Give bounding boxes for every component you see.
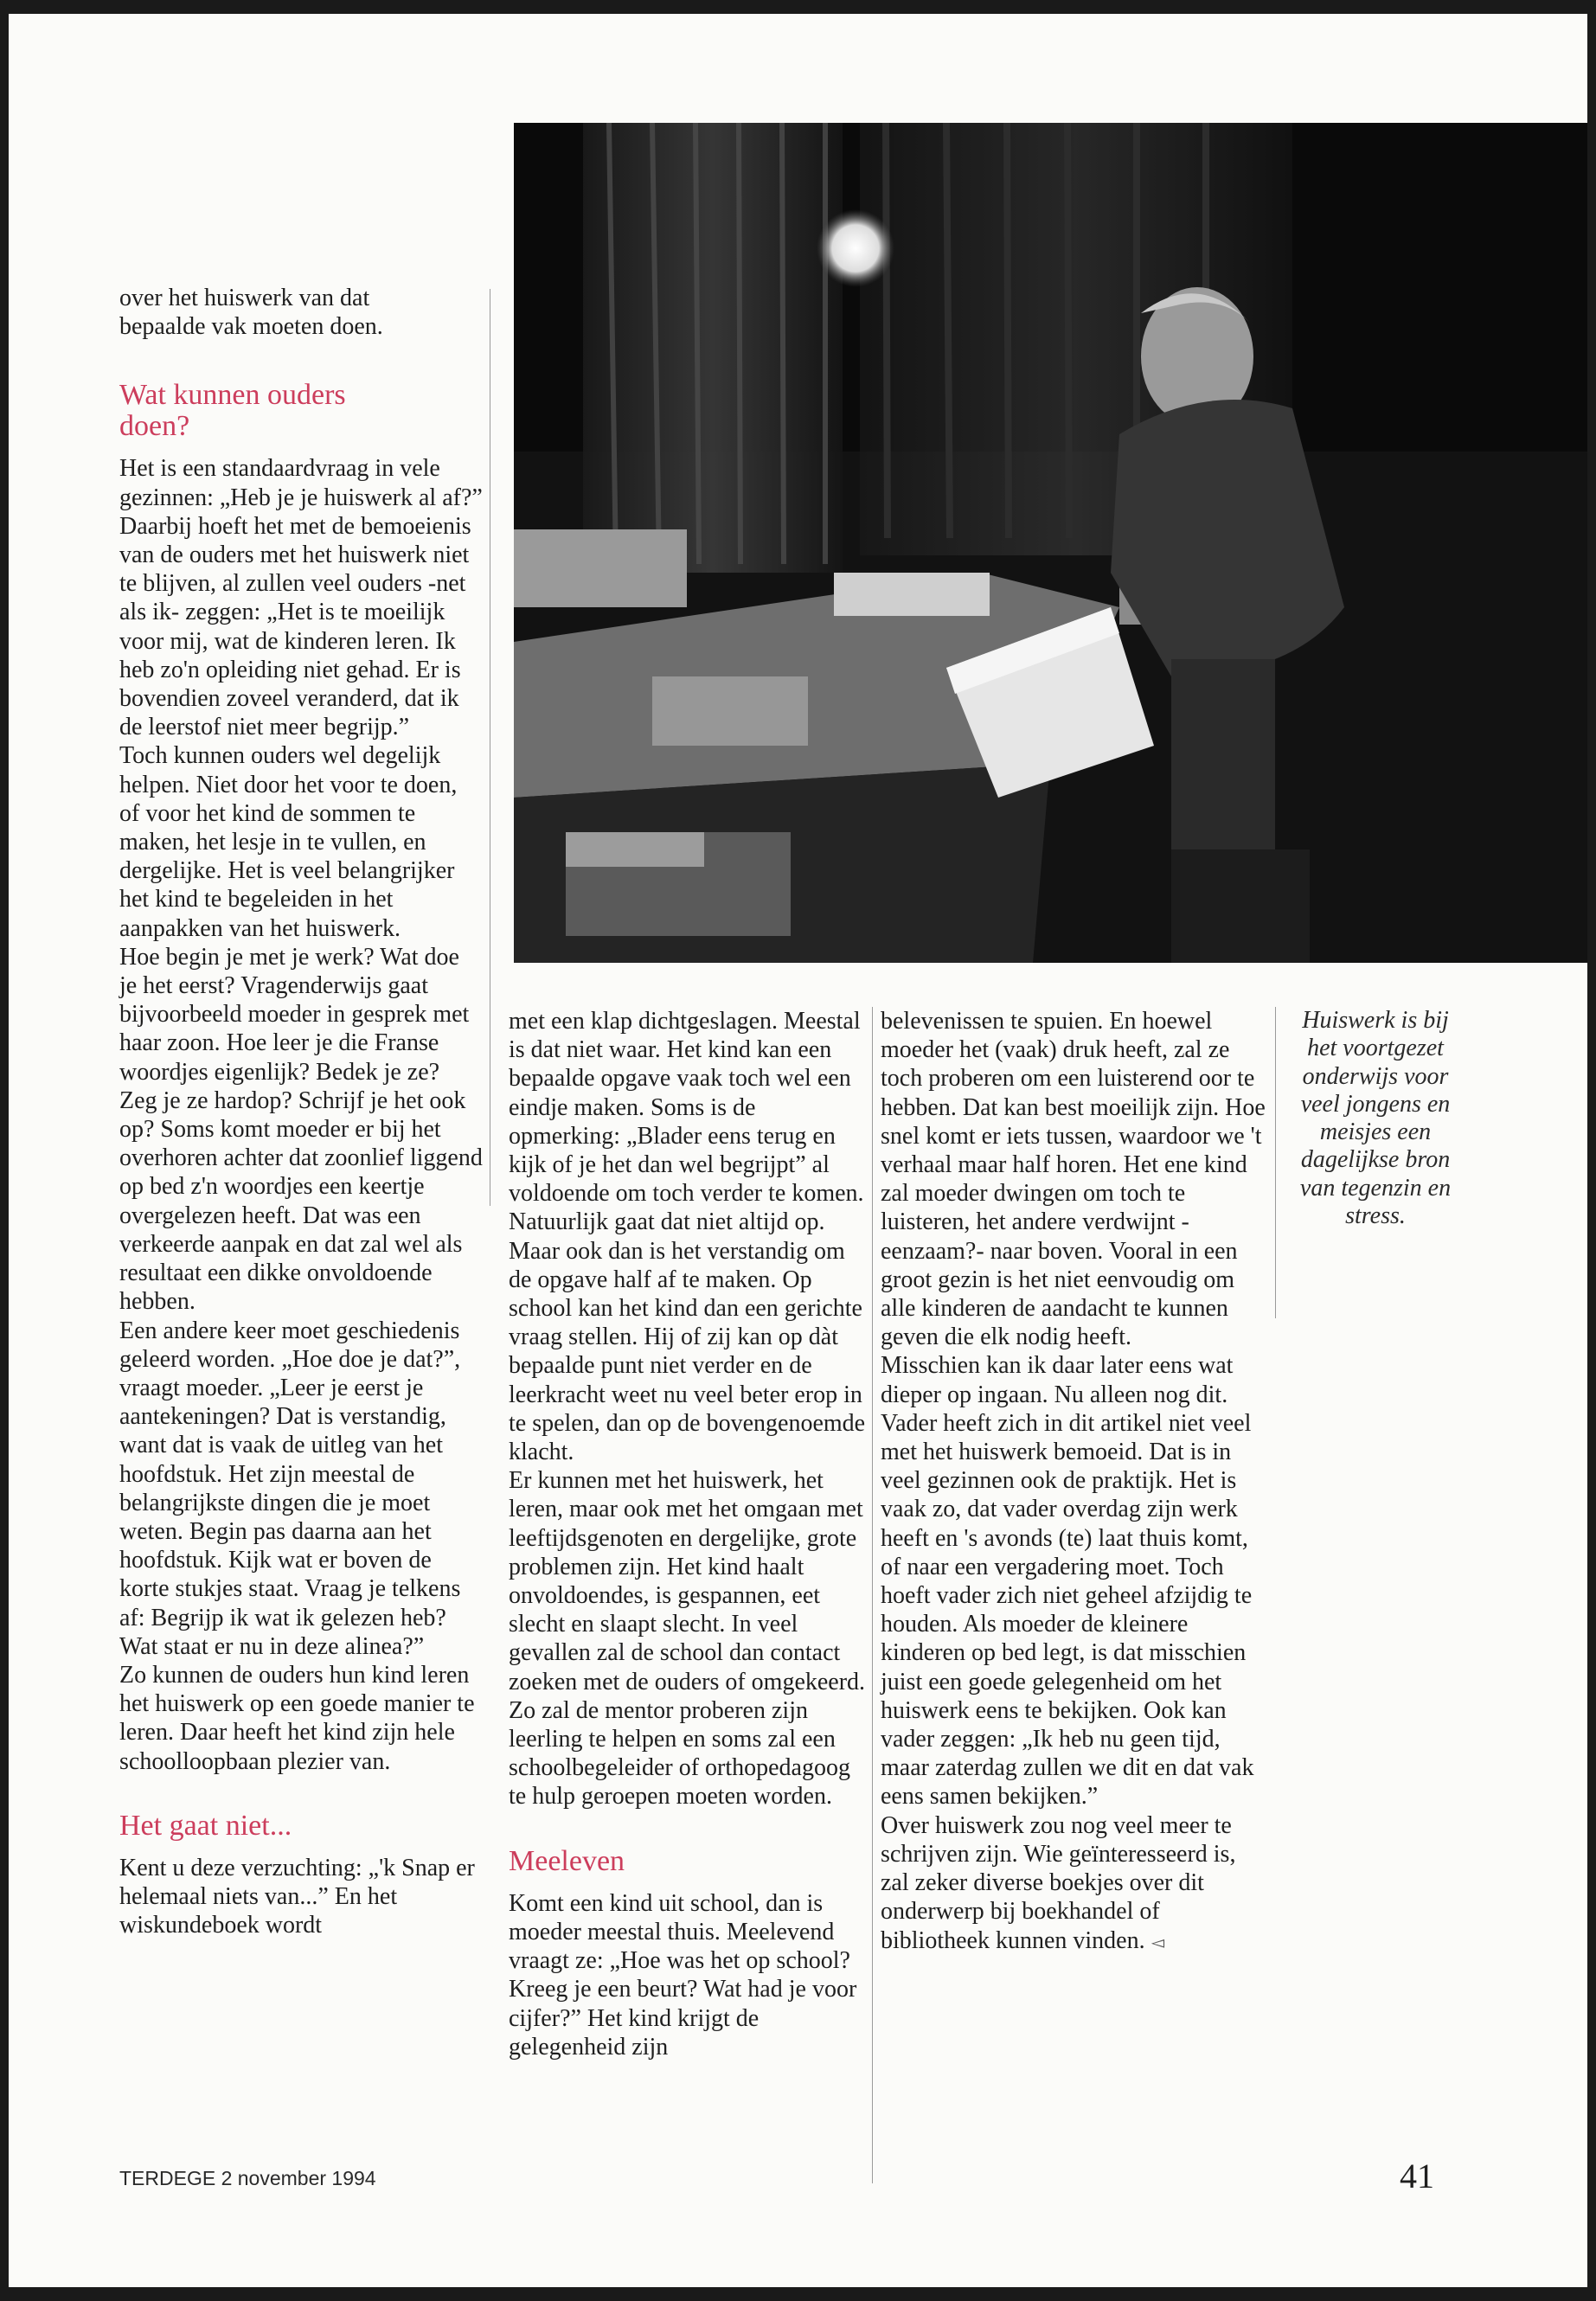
heading-het-gaat-niet: Het gaat niet... [119,1809,292,1842]
photo-caption: Huiswerk is bij het voortgezet onderwijs voor veel jongens en meisjes een dagelijkse bron van tegenzin en stress. [1299,1007,1452,1230]
column-1-intro: over het huiswerk van dat bepaalde vak moeten doen. [119,285,383,341]
column-1-paragraph: Toch kunnen ouders wel degelijk helpen. Niet door het voor te doen, of voor het kind de sommen te maken, het lesje in te vullen, en dergelijke. Het is veel belangrijker het kind te begeleiden in het aanpakken van het huiswerk. [119,742,458,942]
column-3-closing-text: Over huiswerk zou nog veel meer te schrijven zijn. Wie geïnteresseerd is, zal zeker diverse boekjes over dit onderwerp bij boekhandel of bibliotheek kunnen vinden. [881,1811,1236,1954]
heading-meeleven: Meeleven [509,1844,625,1877]
page-number: 41 [1400,2157,1434,2195]
column-1-paragraph: Het is een standaardvraag in vele gezinnen: „Heb je je huiswerk al af?” Daarbij hoeft het met de bemoeienis van de ouders met het huiswerk niet te blijven, al zullen veel ouders -net als ik- zeggen: „Het is te moeilijk voor mij, wat de kinderen leren. Ik heb zo'n opleiding niet gehad. Er is bovendien zoveel veranderd, dat ik de leerstof niet meer begrijp.” [119,455,483,741]
footer-publication: TERDEGE 2 november 1994 [119,2167,376,2189]
column-rule [872,1007,873,2183]
article-column-3 [881,1007,1270,1958]
heading-wat-kunnen-ouders-doen: Wat kunnen ouders doen? [119,379,346,443]
column-3-paragraph: belevenissen te spuien. En hoewel moeder het (vaak) druk heeft, zal ze toch proberen om een luisterend oor te hebben. Dat kan best moeilijk zijn. Hoe snel komt er iets tussen, waardoor we 't verhaal maar half horen. Het ene kind zal moeder dwingen om toch te luisteren, het andere verdwijnt -eenzaam?- naar boven. Vooral in een groot gezin is het niet eenvoudig om alle kinderen de aandacht te kunnen geven die elk nodig heeft. [881,1008,1266,1351]
column-1-paragraph: Hoe begin je met je werk? Wat doe je het eerst? Vragenderwijs gaat bijvoorbeeld moeder in gesprek met haar zoon. Hoe leer je die Franse woordjes eigenlijk? Bedek je ze? Zeg je ze hardop? Schrijf je het ook op? Soms komt moeder er bij het overhoren achter dat zoonlief liggend op bed z'n woordjes een keertje overgelezen heeft. Dat was een verkeerde aanpak en dat zal wel als resultaat een dikke onvoldoende hebben. [119,943,483,1316]
column-1-paragraph: Zo kunnen de ouders hun kind leren het huiswerk op een goede manier te leren. Daar heeft het kind zijn hele schoolloopbaan plezier van. [119,1661,475,1775]
column-2-paragraph: Er kunnen met het huiswerk, het leren, maar ook met het omgaan met leeftijdsgenoten en dergelijke, grote problemen zijn. Het kind haalt onvoldoendes, is gespannen, eet slecht en slaapt slecht. In veel gevallen zal de school dan contact zoeken met de ouders of omgekeerd. Zo zal de mentor proberen zijn leerling te helpen en soms zal een schoolbegeleider of orthopedagoog te hulp geroepen moeten worden. [509,1467,866,1811]
article-column-1 [119,284,483,1939]
column-1-paragraph: Kent u deze verzuchting: „'k Snap er helemaal niets van...” En het wiskundeboek wordt [119,1854,475,1939]
magazine-page [9,14,1587,2287]
photo-student-doing-homework [514,123,1587,963]
column-rule [1275,1007,1276,1318]
article-column-2 [509,1007,872,2061]
column-3-paragraph: Misschien kan ik daar later eens wat dieper op ingaan. Nu alleen nog dit. Vader heeft zich in dit artikel niet veel met het huiswerk bemoeid. Dat is in veel gezinnen ook de praktijk. Het is vaak zo, dat vader overdag zijn werk heeft en 's avonds (te) laat thuis komt, of naar een vergadering moet. Toch hoeft vader zich niet geheel afzijdig te houden. Als moeder de kleinere kinderen op bed legt, is dat misschien juist een goede gelegenheid om het huiswerk eens te bekijken. Ook kan vader zeggen: „Ik heb nu geen tijd, maar zaterdag zullen we dit en dat vak eens samen bekijken.” [881,1352,1254,1811]
column-3-paragraph [881,1811,1270,1958]
column-2-paragraph: Komt een kind uit school, dan is moeder meestal thuis. Meelevend vraagt ze: „Hoe was het op school? Kreeg je een beurt? Wat had je voor cijfer?” Het kind krijgt de gelegenheid zijn [509,1889,857,2061]
column-2-paragraph: met een klap dichtgeslagen. Meestal is dat niet waar. Het kind kan een bepaalde opgave vaak toch wel een eindje maken. Soms is de opmerking: „Blader eens terug en kijk of je het dan wel begrijpt” al voldoende om toch verder te komen. Natuurlijk gaat dat niet altijd op. Maar ook dan is het verstandig om de opgave half af te maken. Op school kan het kind dan een gerichte vraag stellen. Hij of zij kan op dàt bepaalde punt niet verder en de leerkracht weet nu veel beter erop in te spelen, dan op de bovengenoemde klacht. [509,1008,866,1466]
end-of-article-icon: ◅ [1151,1932,1164,1952]
column-1-paragraph: Een andere keer moet geschiedenis geleerd worden. „Hoe doe je dat?”, vraagt moeder. „Leer je eerst je aantekeningen? Dat is verstandig, want dat is vaak de uitleg van het hoofdstuk. Het zijn meestal de belangrijkste dingen die je moet weten. Begin pas daarna aan het hoofdstuk. Kijk wat er boven de korte stukjes staat. Vraag je telkens af: Begrijp ik wat ik gelezen heb? Wat staat er nu in deze alinea?” [119,1317,461,1660]
